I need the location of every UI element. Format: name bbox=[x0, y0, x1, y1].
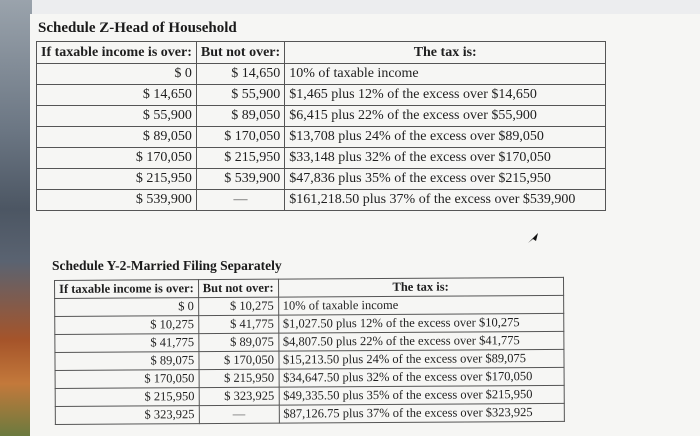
schedule-z-table bbox=[36, 41, 606, 211]
cell-tax: $6,415 plus 22% of the excess over $55,900 bbox=[285, 106, 606, 127]
cell-over: $ 215,950 bbox=[37, 169, 197, 190]
cell-tax: 10% of taxable income bbox=[278, 295, 563, 315]
cell-over: $ 41,775 bbox=[55, 334, 199, 353]
cell-over: $ 89,075 bbox=[55, 352, 199, 371]
cell-over: $ 539,900 bbox=[37, 190, 197, 211]
desktop-wallpaper-strip bbox=[0, 0, 32, 436]
table-row bbox=[37, 85, 606, 106]
table-row bbox=[55, 403, 564, 424]
cell-not-over: $ 215,950 bbox=[199, 369, 279, 387]
cell-over: $ 0 bbox=[55, 298, 199, 317]
schedule-y2-table bbox=[54, 277, 564, 425]
cell-over: $ 170,050 bbox=[37, 148, 197, 169]
header-over: If taxable income is over: bbox=[37, 42, 197, 64]
cell-not-over: — bbox=[199, 405, 279, 423]
cell-not-over: $ 215,950 bbox=[196, 148, 284, 169]
cell-tax: $1,027.50 plus 12% of the excess over $10,275 bbox=[278, 313, 563, 333]
cell-not-over: — bbox=[196, 190, 284, 211]
cell-tax: $34,647.50 plus 32% of the excess over $170,050 bbox=[279, 367, 564, 387]
cell-over: $ 170,050 bbox=[55, 370, 199, 389]
cell-not-over: $ 89,050 bbox=[196, 106, 284, 127]
cell-tax: $4,807.50 plus 22% of the excess over $41,775 bbox=[278, 331, 563, 351]
header-not-over: But not over: bbox=[198, 279, 278, 297]
header-not-over: But not over: bbox=[196, 42, 284, 64]
cell-tax: $15,213.50 plus 24% of the excess over $89,075 bbox=[278, 349, 563, 369]
schedule-y2-title: Schedule Y-2-Married Filing Separately bbox=[52, 258, 282, 273]
table-row bbox=[37, 64, 606, 85]
cell-over: $ 14,650 bbox=[37, 85, 197, 106]
cell-tax: $1,465 plus 12% of the excess over $14,650 bbox=[285, 85, 606, 106]
cell-tax: $13,708 plus 24% of the excess over $89,050 bbox=[285, 127, 606, 148]
cell-not-over: $ 89,075 bbox=[199, 333, 279, 351]
cell-not-over: $ 170,050 bbox=[199, 351, 279, 369]
mouse-cursor-icon bbox=[526, 231, 540, 245]
cell-over: $ 10,275 bbox=[55, 316, 199, 335]
table-header-row bbox=[37, 42, 606, 64]
cell-tax: $49,335.50 plus 35% of the excess over $215,950 bbox=[279, 385, 564, 405]
cell-tax: $87,126.75 plus 37% of the excess over $323,925 bbox=[279, 403, 564, 423]
cell-over: $ 0 bbox=[37, 64, 197, 85]
cell-over: $ 89,050 bbox=[37, 127, 197, 148]
cell-tax: $161,218.50 plus 37% of the excess over $539,900 bbox=[285, 190, 606, 211]
cell-over: $ 215,950 bbox=[55, 388, 199, 407]
table-row bbox=[37, 148, 606, 169]
cell-not-over: $ 539,900 bbox=[196, 169, 284, 190]
header-tax: The tax is: bbox=[278, 277, 563, 297]
cell-tax: $33,148 plus 32% of the excess over $170,050 bbox=[285, 148, 606, 169]
cell-over: $ 323,925 bbox=[55, 406, 199, 425]
cell-not-over: $ 323,925 bbox=[199, 387, 279, 405]
cell-not-over: $ 14,650 bbox=[196, 64, 284, 85]
table-row bbox=[37, 190, 606, 211]
table-row bbox=[37, 169, 606, 190]
table-row bbox=[37, 127, 606, 148]
cell-not-over: $ 41,775 bbox=[198, 315, 278, 333]
table-row bbox=[37, 106, 606, 127]
header-over: If taxable income is over: bbox=[55, 280, 199, 299]
schedule-z-title: Schedule Z-Head of Household bbox=[38, 20, 237, 36]
cell-tax: $47,836 plus 35% of the excess over $215,950 bbox=[285, 169, 606, 190]
header-tax: The tax is: bbox=[285, 42, 606, 64]
cell-over: $ 55,900 bbox=[37, 106, 197, 127]
cell-tax: 10% of taxable income bbox=[285, 64, 606, 85]
cell-not-over: $ 55,900 bbox=[196, 85, 284, 106]
cell-not-over: $ 170,050 bbox=[196, 127, 284, 148]
cell-not-over: $ 10,275 bbox=[198, 297, 278, 315]
